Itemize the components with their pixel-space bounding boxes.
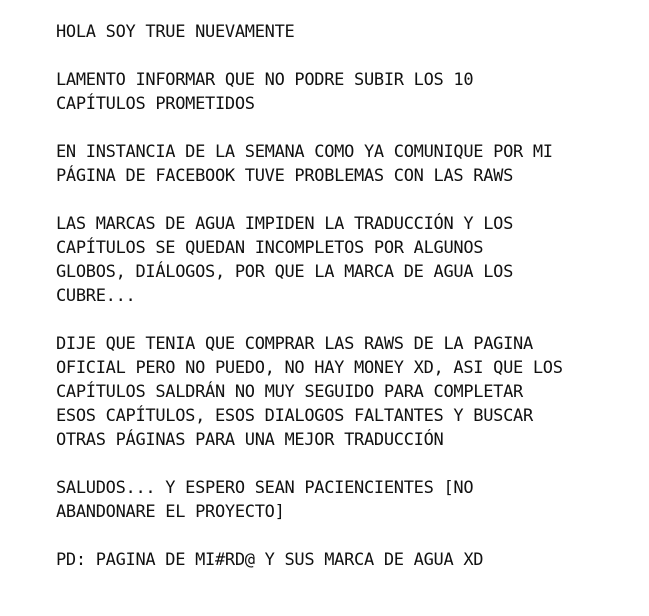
text-line: CAPÍTULOS PROMETIDOS	[56, 94, 255, 114]
text-line: GLOBOS, DIÁLOGOS, POR QUE LA MARCA DE AGUA LOS	[56, 262, 514, 282]
text-line: PÁGINA DE FACEBOOK TUVE PROBLEMAS CON LAS RAWS	[56, 166, 514, 186]
paragraph-raws-problem	[56, 140, 629, 188]
text-line: CAPÍTULOS SE QUEDAN INCOMPLETOS POR ALGUNOS	[56, 238, 484, 258]
paragraph-greeting	[56, 20, 629, 44]
text-line: EN INSTANCIA DE LA SEMANA COMO YA COMUNIQUE POR MI	[56, 142, 553, 162]
paragraph-postscript	[56, 548, 629, 572]
text-line: OFICIAL PERO NO PUEDO, NO HAY MONEY XD, ASI QUE LOS	[56, 358, 563, 378]
text-line: SALUDOS... Y ESPERO SEAN PACIENCIENTES [NO	[56, 478, 474, 498]
text-line: LAS MARCAS DE AGUA IMPIDEN LA TRADUCCIÓN Y LOS	[56, 214, 514, 234]
text-line: OTRAS PÁGINAS PARA UNA MEJOR TRADUCCIÓN	[56, 430, 444, 450]
paragraph-watermarks	[56, 212, 629, 308]
paragraph-apology	[56, 68, 629, 116]
text-line: CUBRE...	[56, 286, 136, 306]
text-line: HOLA SOY TRUE NUEVAMENTE	[56, 22, 295, 42]
text-line: DIJE QUE TENIA QUE COMPRAR LAS RAWS DE LA PAGINA	[56, 334, 533, 354]
text-line: ABANDONARE EL PROYECTO]	[56, 502, 285, 522]
paragraph-buy-raws	[56, 332, 629, 452]
text-line: ESOS CAPÍTULOS, ESOS DIALOGOS FALTANTES Y BUSCAR	[56, 406, 533, 426]
paragraph-greetings	[56, 476, 629, 524]
text-line: LAMENTO INFORMAR QUE NO PODRE SUBIR LOS 10	[56, 70, 474, 90]
text-line: CAPÍTULOS SALDRÁN NO MUY SEGUIDO PARA COMPLETAR	[56, 382, 523, 402]
text-line: PD: PAGINA DE MI#RD@ Y SUS MARCA DE AGUA XD	[56, 550, 484, 570]
